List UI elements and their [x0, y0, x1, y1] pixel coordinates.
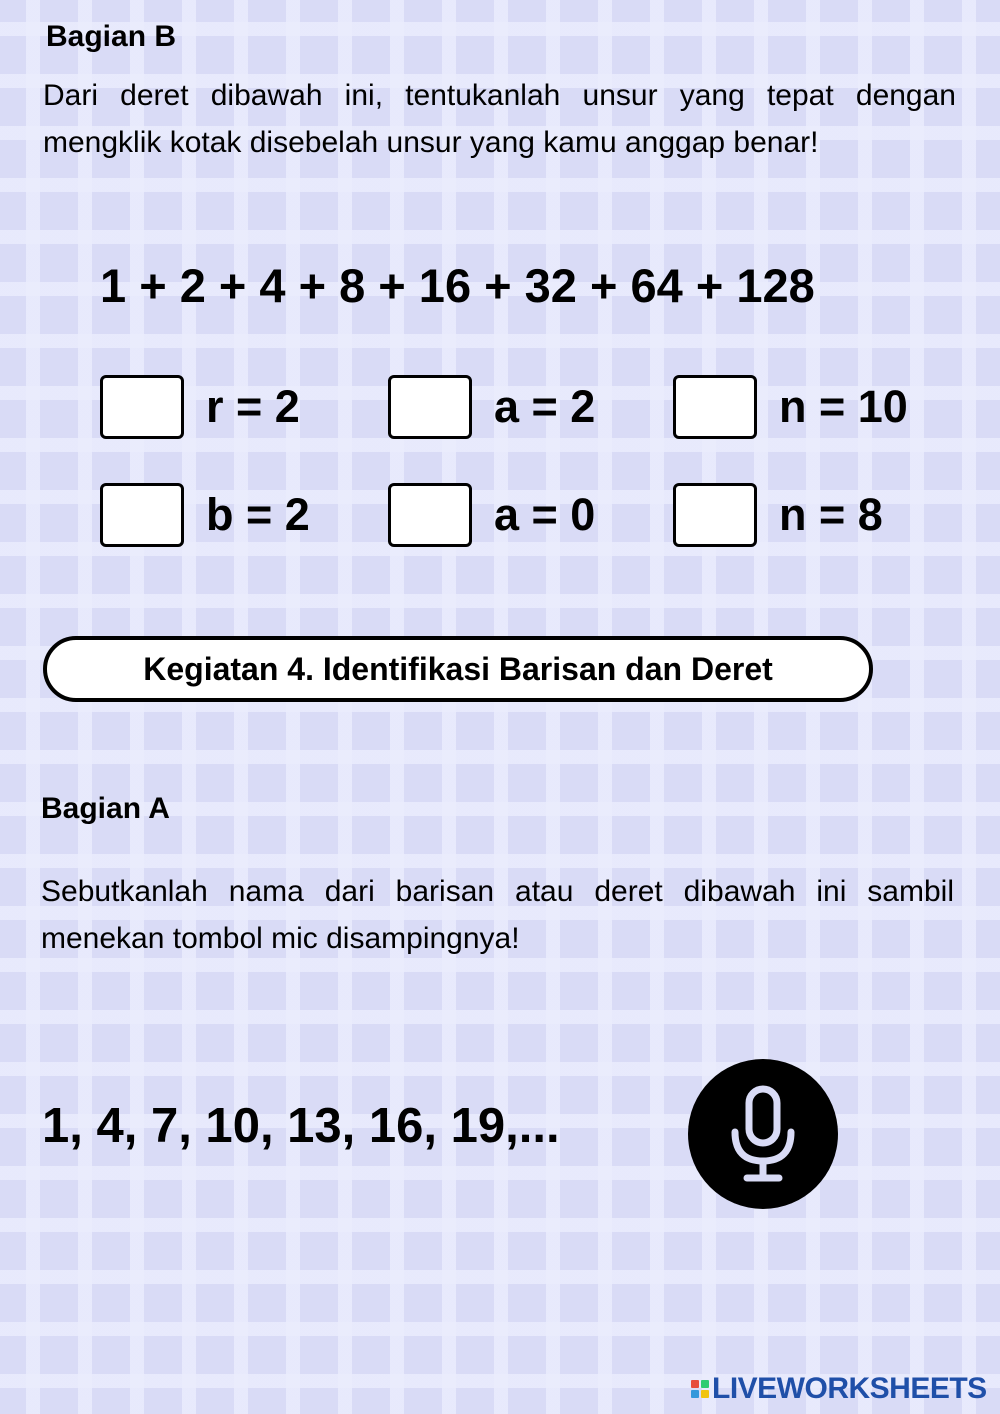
option-n-equals-10: [673, 372, 908, 442]
option-label: a = 2: [494, 381, 596, 432]
option-checkbox[interactable]: [388, 375, 472, 439]
option-label: b = 2: [206, 489, 310, 540]
bagian-b-heading: Bagian B: [46, 20, 177, 53]
option-checkbox[interactable]: [100, 375, 184, 439]
bagian-a-instructions: Sebutkanlah nama dari barisan atau deret dibawah ini sambil menekan tombol mic disampingnya!: [41, 875, 954, 955]
liveworksheets-logo-icon: [691, 1380, 709, 1398]
option-n-equals-8: [673, 480, 883, 550]
liveworksheets-logo: [691, 1372, 987, 1406]
option-a-equals-2: [388, 372, 595, 442]
liveworksheets-brand-text: LIVEWORKSHEETS: [712, 1372, 987, 1405]
microphone-icon: [723, 1084, 803, 1184]
option-checkbox[interactable]: [100, 483, 184, 547]
option-label: n = 8: [779, 489, 883, 540]
sequence-text: 1, 4, 7, 10, 13, 16, 19,...: [42, 1099, 560, 1153]
option-label: n = 10: [779, 381, 908, 432]
bagian-a-heading: Bagian A: [41, 792, 170, 825]
option-b-equals-2: [100, 480, 310, 550]
bagian-b-instructions: Dari deret dibawah ini, tentukanlah unsur yang tepat dengan mengklik kotak disebelah unsur yang kamu anggap benar!: [43, 79, 956, 159]
option-r-equals-2: [100, 372, 300, 442]
series-equation: 1 + 2 + 4 + 8 + 16 + 32 + 64 + 128: [100, 259, 815, 312]
option-checkbox[interactable]: [388, 483, 472, 547]
option-label: r = 2: [206, 381, 300, 432]
activity-banner: [43, 636, 873, 702]
option-checkbox[interactable]: [673, 483, 757, 547]
mic-button[interactable]: [688, 1059, 838, 1209]
option-a-equals-0: [388, 480, 595, 550]
activity-banner-title: Kegiatan 4. Identifikasi Barisan dan Deret: [143, 650, 773, 687]
option-checkbox[interactable]: [673, 375, 757, 439]
option-label: a = 0: [494, 489, 596, 540]
